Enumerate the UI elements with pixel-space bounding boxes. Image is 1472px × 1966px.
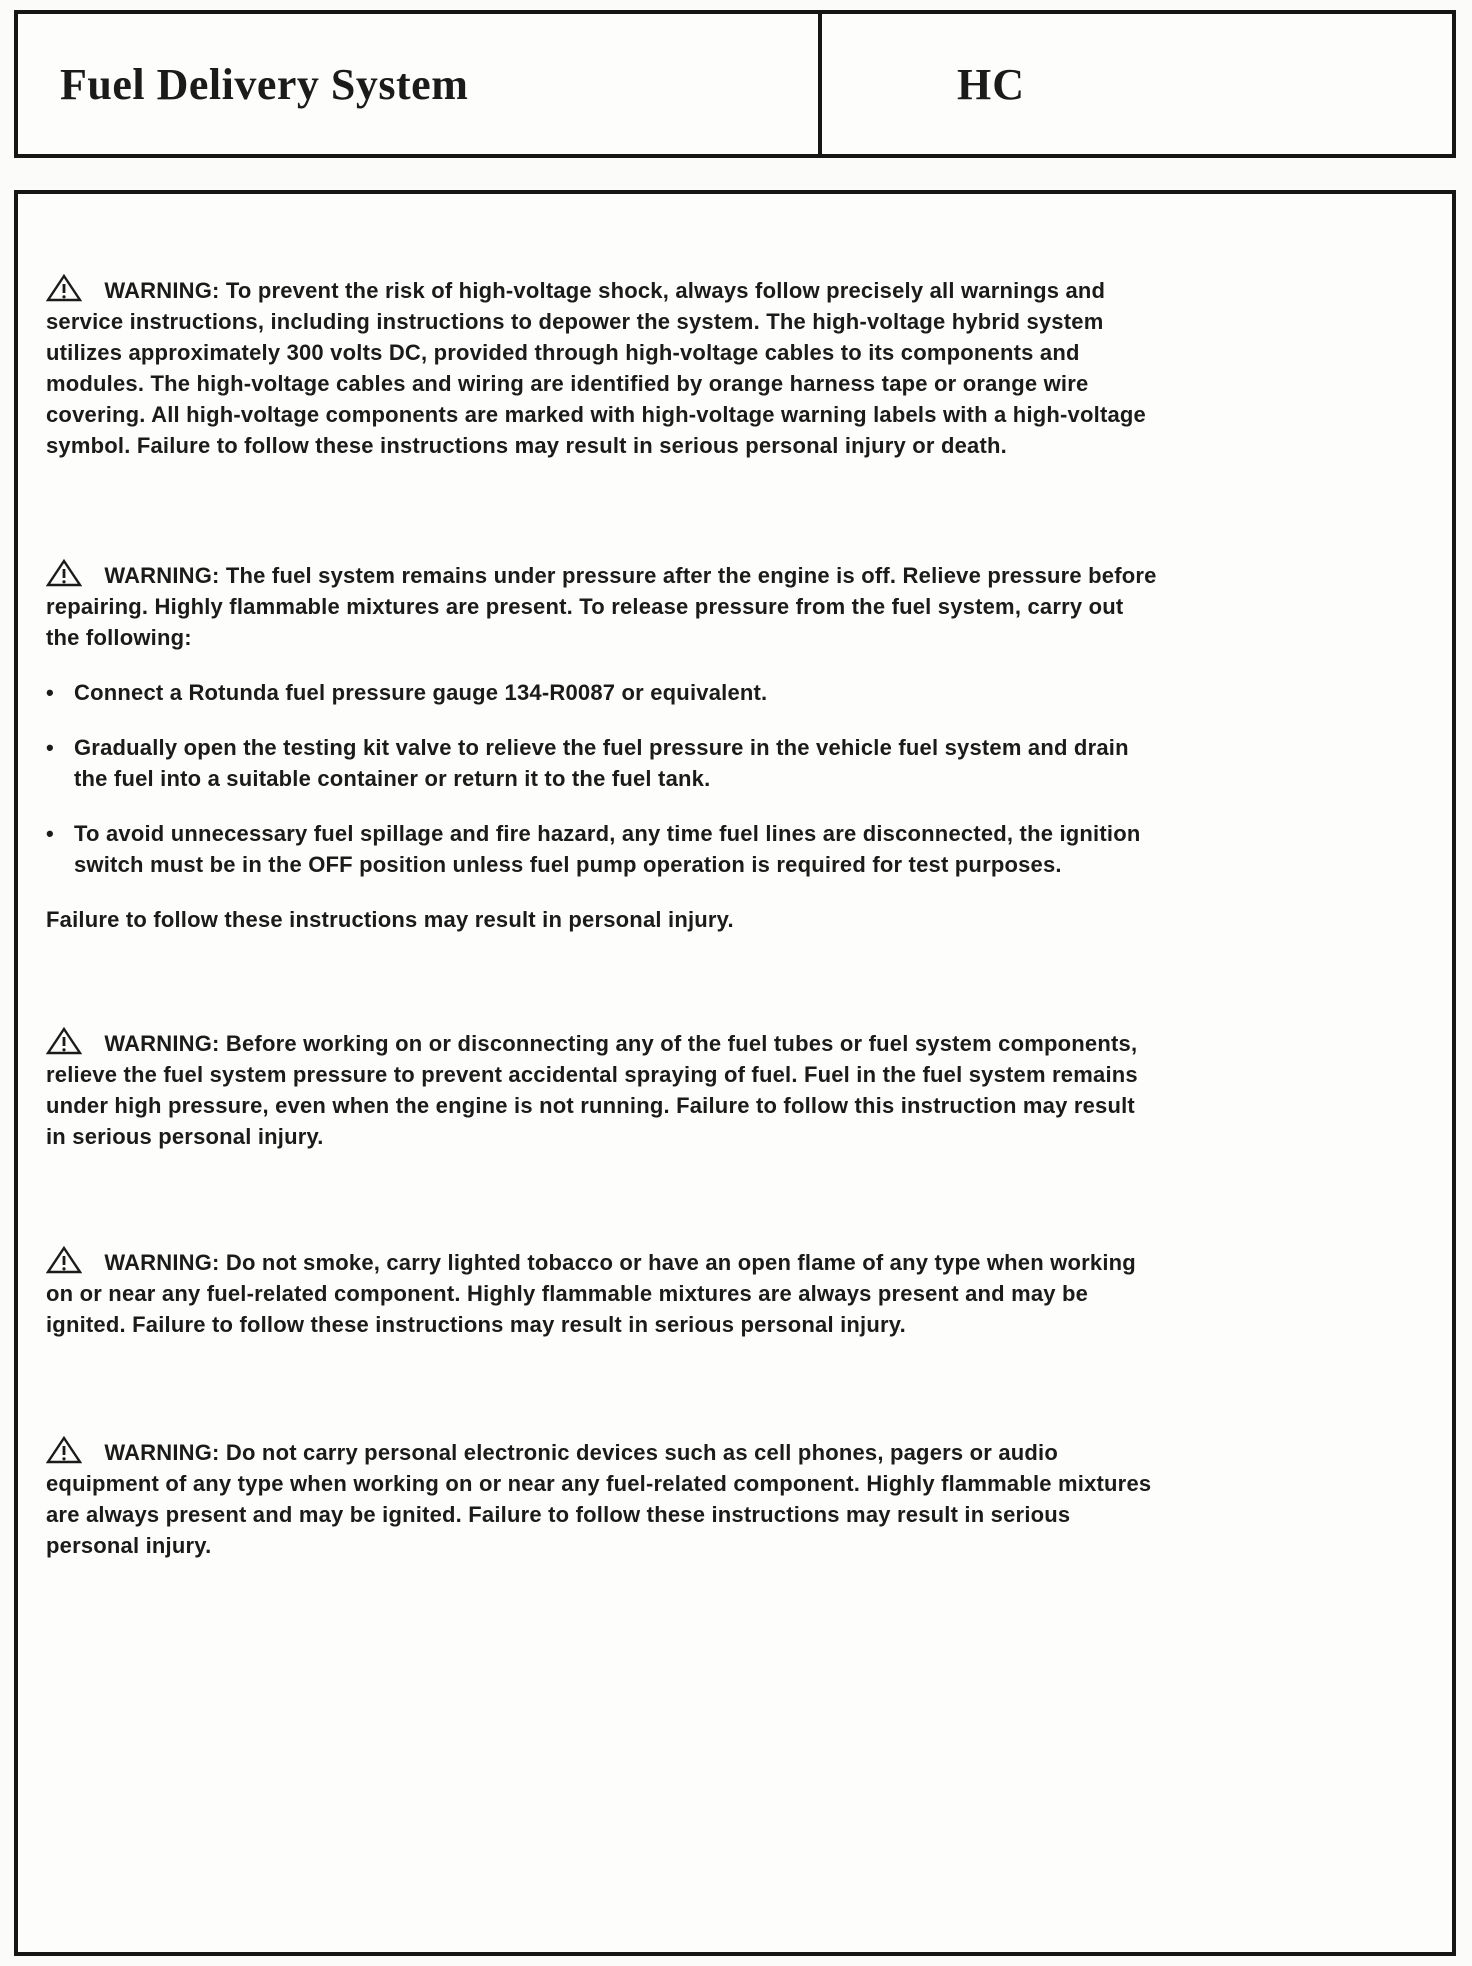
warning-text: Do not smoke, carry lighted tobacco or have an open flame of any type when working on or near any fuel-related component. Highly flammable mixtures are always present and may be ignited. Failure to follow these instructions may result in serious personal injury.: [46, 1250, 1136, 1337]
warning-footer: Failure to follow these instructions may result in personal injury.: [46, 907, 734, 932]
warning-block-fuel-tubes: [46, 1027, 1158, 1152]
header-title-cell: [18, 14, 818, 154]
warning-paragraph: [46, 1027, 1158, 1152]
warning-text: The fuel system remains under pressure after the engine is off. Relieve pressure before repairing. Highly flammable mixtures are present. To release pressure from the fuel system, carry out the following:: [46, 563, 1157, 650]
warning-paragraph: [46, 559, 1158, 653]
warning-paragraph: [46, 1246, 1158, 1340]
list-item: [46, 677, 1158, 708]
warning-triangle-icon: [46, 559, 82, 587]
list-item: [46, 732, 1158, 794]
warning-block-electronic-devices: [46, 1436, 1158, 1561]
bullet-text: Connect a Rotunda fuel pressure gauge 134-R0087 or equivalent.: [74, 680, 768, 705]
warning-paragraph: [46, 1436, 1158, 1561]
page-title: Fuel Delivery System: [60, 59, 469, 109]
header-code-cell: [818, 14, 1452, 154]
warning-triangle-icon: [46, 1246, 82, 1274]
warning-label: WARNING:: [104, 563, 220, 588]
bullet-text: Gradually open the testing kit valve to relieve the fuel pressure in the vehicle fuel system and drain the fuel into a suitable container or return it to the fuel tank.: [74, 735, 1129, 791]
warning-block-high-voltage: [46, 274, 1158, 461]
document-body-frame: [14, 190, 1456, 1956]
bullet-text: To avoid unnecessary fuel spillage and fire hazard, any time fuel lines are disconnected, the ignition switch must be in the OFF position unless fuel pump operation is required for test purposes.: [74, 821, 1141, 877]
bullet-marker: •: [46, 821, 54, 846]
warning-label: WARNING:: [104, 1250, 220, 1275]
warning-triangle-icon: [46, 1436, 82, 1464]
warning-text: Before working on or disconnecting any of the fuel tubes or fuel system components, relieve the fuel system pressure to prevent accidental spraying of fuel. Fuel in the fuel system remains under high pressure, even when the engine is not running. Failure to follow this instruction may result in serious personal injury.: [46, 1031, 1138, 1149]
warning-block-no-smoking: [46, 1246, 1158, 1340]
warning-paragraph: [46, 274, 1158, 461]
list-item: [46, 818, 1158, 880]
warning-text: Do not carry personal electronic devices such as cell phones, pagers or audio equipment of any type when working on or near any fuel-related component. Highly flammable mixtures are always present and may be ignited. Failure to follow these instructions may result in serious personal injury.: [46, 1440, 1152, 1558]
bullet-marker: •: [46, 735, 54, 760]
pressure-release-steps: [46, 677, 1158, 880]
section-code: HC: [957, 59, 1025, 109]
document-content: [18, 194, 1452, 1561]
warning-label: WARNING:: [104, 278, 220, 303]
bullet-marker: •: [46, 680, 54, 705]
warning-block-fuel-pressure: [46, 559, 1158, 935]
warning-text: To prevent the risk of high-voltage shock, always follow precisely all warnings and service instructions, including instructions to depower the system. The high-voltage hybrid system utilizes approximately 300 volts DC, provided through high-voltage cables to its components and modules. The high-voltage cables and wiring are identified by orange harness tape or orange wire covering. All high-voltage components are marked with high-voltage warning labels with a high-voltage symbol. Failure to follow these instructions may result in serious personal injury or death.: [46, 278, 1146, 458]
warning-triangle-icon: [46, 1027, 82, 1055]
warning-label: WARNING:: [104, 1031, 220, 1056]
warning-triangle-icon: [46, 274, 82, 302]
warning-label: WARNING:: [104, 1440, 220, 1465]
page-header: [14, 10, 1456, 158]
